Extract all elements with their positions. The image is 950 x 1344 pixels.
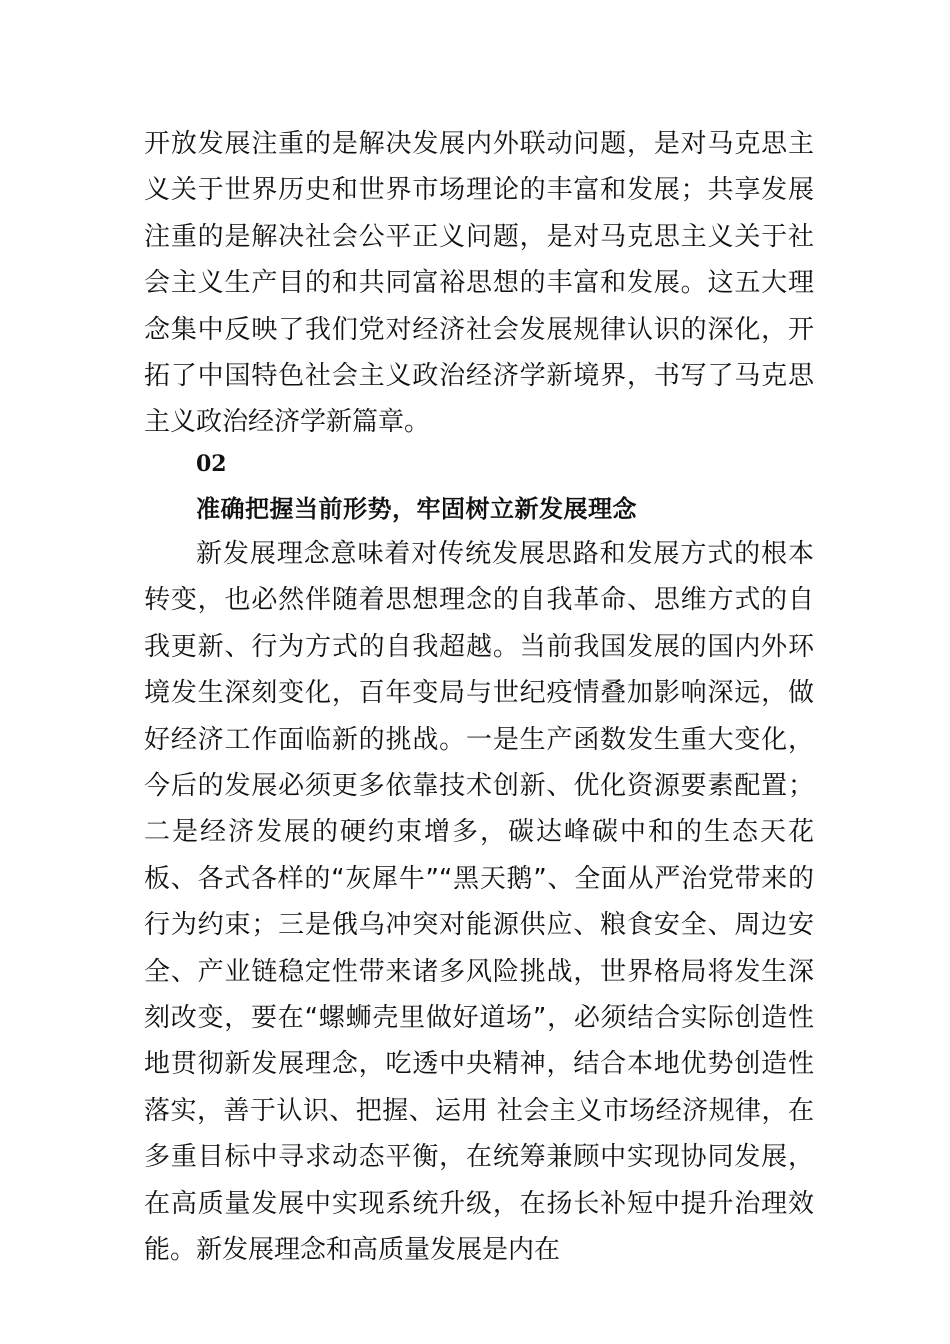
section-number: 02 [196,451,227,477]
section-title: 准确把握当前形势，牢固树立新发展理念 [196,495,637,523]
body-paragraph-new-development-concept: 新发展理念意味着对传统发展思路和发展方式的根本转变，也必然伴随着思想理念的自我革命、思维方式的自我更新、行为方式的自我超越。当前我国发展的国内外环境发生深刻变化，百年变局与世纪疫情叠加影响深远，做好经济工作面临新的挑战。一是生产函数发生重大变化，今后的发展必须更多依靠技术创新、优化资源要素配置；二是经济发展的硬约束增多，碳达峰碳中和的生态天花板、各式各样的“灰犀牛”“黑天鹅”、全面从严治党带来的行为约束；三是俄乌冲突对能源供应、粮食安全、周边安全、产业链稳定性带来诸多风险挑战，世界格局将发生深刻改变，要在“螺蛳壳里做好道场”，必须结合实际创造性地贯彻新发展理念，吃透中央精神，结合本地优势创造性落实，善于认识、把握、运用 社会主义市场经济规律，在多重目标中寻求动态平衡，在统筹兼顾中实现协同发展，在高质量发展中实现系统升级，在扬长补短中提升治理效能。新发展理念和高质量发展是内在 [144,539,814,1266]
body-paragraph-open-shared-development: 开放发展注重的是解决发展内外联动问题，是对马克思主义关于世界历史和世界市场理论的丰富和发展；共享发展注重的是解决社会公平正义问题，是对马克思主义关于社会主义生产目的和共同富裕思想的丰富和发展。这五大理念集中反映了我们党对经济社会发展规律认识的深化，开拓了中国特色社会主义政治经济学新境界，书写了马克思主义政治经济学新篇章。 [144,129,814,438]
